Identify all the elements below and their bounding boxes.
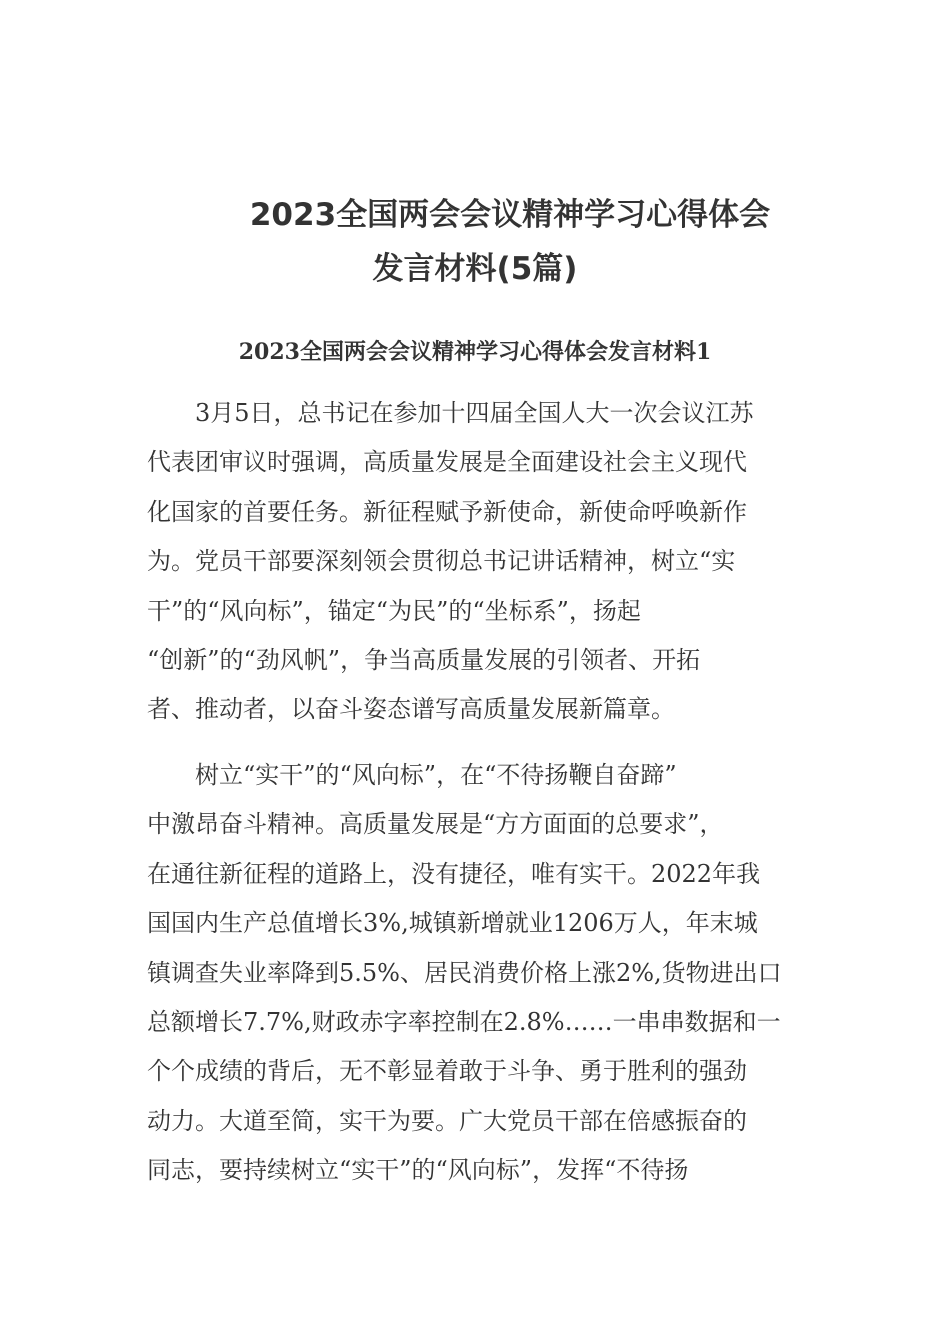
- title-line-1: 2023全国两会会议精神学习心得体会: [249, 197, 771, 233]
- section-title: 2023全国两会会议精神学习心得体会发言材料1: [238, 339, 712, 365]
- paragraph-2: 树立“实干”的“风向标”，在“不待扬鞭自奋蹄” 中激昂奋斗精神。高质量发展是“方方面面的总要求”， 在通往新征程的道路上，没有捷径，唯有实干。2022年我 国国内生产总值增长3%,城镇新增就业1206万人，年末城 镇调查失业率降到5.5%、居民消费价格上涨2%,货物进出口 总额增长7.7%,财政赤字率控制在2.8%……一串串数据和一 个个成绩的背后，无不彰显着敢于斗争、勇于胜利的强劲 动力。大道至简，实干为要。广大党员干部在倍感振奋的 同志，要持续树立“实干”的“风向标”，发挥“不待扬: [147, 761, 782, 1185]
- document-title: [130, 188, 890, 296]
- title-line-2: 发言材料(5篇): [372, 251, 578, 287]
- paragraph-1: 3月5日，总书记在参加十四届全国人大一次会议江苏 代表团审议时强调，高质量发展是全面建设社会主义现代 化国家的首要任务。新征程赋予新使命，新使命呼唤新作 为。党员干部要深刻领会贯彻总书记讲话精神，树立“实 干”的“风向标”，锚定“为民”的“坐标系”，扬起 “创新”的“劲风帆”，争当高质量发展的引领者、开拓 者、推动者，以奋斗姿态谱写高质量发展新篇章。: [147, 399, 754, 724]
